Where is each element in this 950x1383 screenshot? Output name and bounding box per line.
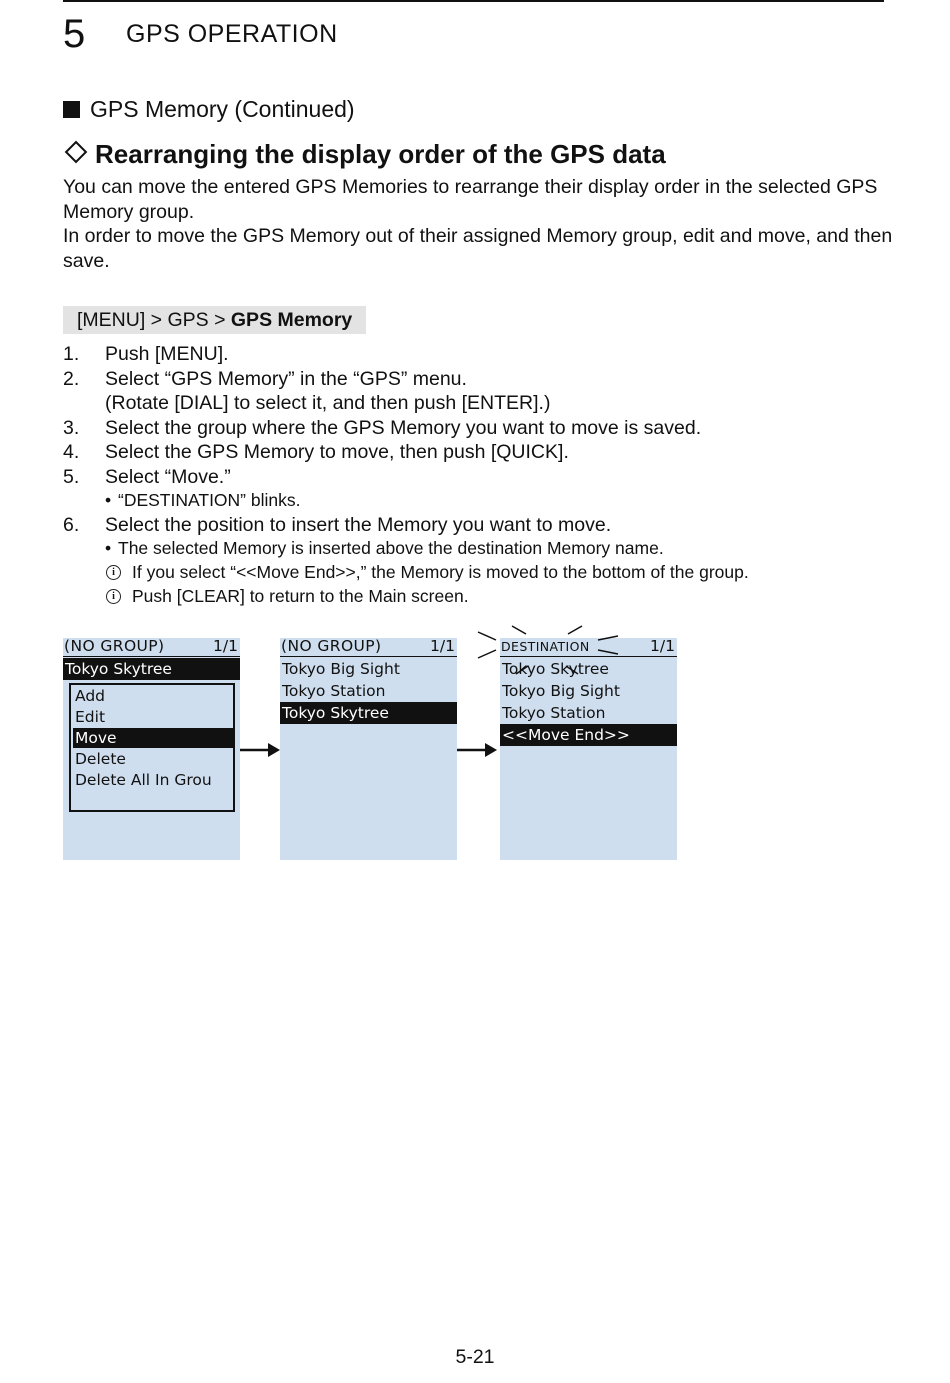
info-note <box>63 561 893 585</box>
step-item <box>63 465 893 490</box>
step-number: 3. <box>63 416 80 439</box>
info-note <box>63 585 893 609</box>
bullet-icon: • <box>105 538 112 559</box>
memory-row[interactable]: Tokyo Station <box>282 682 386 700</box>
menu-item-delete[interactable]: Delete <box>75 750 126 768</box>
step-item <box>63 367 893 392</box>
screen-header-title: (NO GROUP) <box>281 638 382 655</box>
memory-row[interactable]: Tokyo Skytree <box>280 702 457 724</box>
menu-path-prefix: [MENU] > GPS > <box>77 309 231 331</box>
menu-item-edit[interactable]: Edit <box>75 708 106 726</box>
step-text: Select the position to insert the Memory you want to move. <box>105 513 612 536</box>
bullet-icon: • <box>105 490 112 510</box>
screen-header <box>280 638 457 657</box>
info-icon: i <box>106 589 121 604</box>
chapter-title: GPS OPERATION <box>126 20 338 48</box>
screen-page-indicator: 1/1 <box>430 638 455 655</box>
step-item <box>63 416 893 441</box>
step-item <box>63 513 893 538</box>
lcd-screen-quick-menu <box>63 638 240 860</box>
memory-row[interactable]: Tokyo Station <box>502 704 606 722</box>
step-number: 5. <box>63 465 80 488</box>
memory-row[interactable]: Tokyo Skytree <box>63 658 240 680</box>
memory-row[interactable]: Tokyo Skytree <box>502 660 609 678</box>
step-number: 2. <box>63 367 80 390</box>
intro-paragraph: In order to move the GPS Memory out of their assigned Memory group, edit and move, and then save. <box>63 225 893 272</box>
info-icon: i <box>106 565 121 580</box>
menu-path <box>63 306 366 334</box>
menu-item-move[interactable]: Move <box>73 728 233 748</box>
step-text: Push [MENU]. <box>105 343 229 365</box>
section-title: GPS Memory (Continued) <box>90 96 355 122</box>
steps-list <box>63 342 893 609</box>
step-text: Select the group where the GPS Memory you want to move is saved. <box>105 416 702 439</box>
move-end-row[interactable]: <<Move End>> <box>500 724 677 746</box>
bullet-text: The selected Memory is inserted above the destination Memory name. <box>118 538 664 559</box>
memory-row[interactable]: Tokyo Big Sight <box>282 660 400 678</box>
square-bullet-icon <box>63 101 80 118</box>
intro-text <box>63 175 893 273</box>
arrow-right-icon <box>240 740 280 760</box>
intro-paragraph: You can move the entered GPS Memories to rearrange their display order in the selected GPS Memory group. <box>63 176 878 223</box>
blink-indicator-icon <box>470 620 630 680</box>
step-text: Select “Move.” <box>105 465 231 488</box>
step-text: Select “GPS Memory” in the “GPS” menu. <box>105 367 467 390</box>
step-item <box>63 342 893 367</box>
step-text: Select the GPS Memory to move, then push [QUICK]. <box>105 441 569 463</box>
info-text: Push [CLEAR] to return to the Main screen. <box>132 585 469 606</box>
screen-page-indicator: 1/1 <box>650 638 675 655</box>
page-number: 5-21 <box>455 1346 495 1368</box>
menu-path-target: GPS Memory <box>230 309 353 331</box>
subsection-title: Rearranging the display order of the GPS data <box>95 139 666 169</box>
bullet-text: “DESTINATION” blinks. <box>118 490 301 510</box>
diamond-icon <box>65 141 88 164</box>
step-text: (Rotate [DIAL] to select it, and then push [ENTER].) <box>105 392 551 414</box>
screen-header-title: (NO GROUP) <box>64 638 165 655</box>
screen-header <box>63 638 240 657</box>
step-bullet <box>63 537 893 561</box>
step-bullet <box>63 489 893 513</box>
destination-label: DESTINATION <box>501 639 590 654</box>
step-item <box>63 440 893 465</box>
chapter-number: 5 <box>63 12 86 56</box>
menu-item-delete-all[interactable]: Delete All In Grou <box>75 771 212 789</box>
step-number: 6. <box>63 513 80 536</box>
step-number: 4. <box>63 441 80 463</box>
quick-menu-popup <box>69 683 235 812</box>
section-heading <box>63 95 355 123</box>
screen-page-indicator: 1/1 <box>213 638 238 655</box>
menu-item-add[interactable]: Add <box>75 687 106 705</box>
arrow-right-icon <box>457 740 497 760</box>
subsection-heading <box>63 138 666 170</box>
step-continuation <box>63 391 893 416</box>
info-text: If you select “<<Move End>>,” the Memory is moved to the bottom of the group. <box>132 562 749 583</box>
step-number: 1. <box>63 343 80 365</box>
memory-row[interactable]: Tokyo Big Sight <box>502 682 620 700</box>
top-rule <box>63 0 884 2</box>
lcd-screen-memory-list <box>280 638 457 860</box>
